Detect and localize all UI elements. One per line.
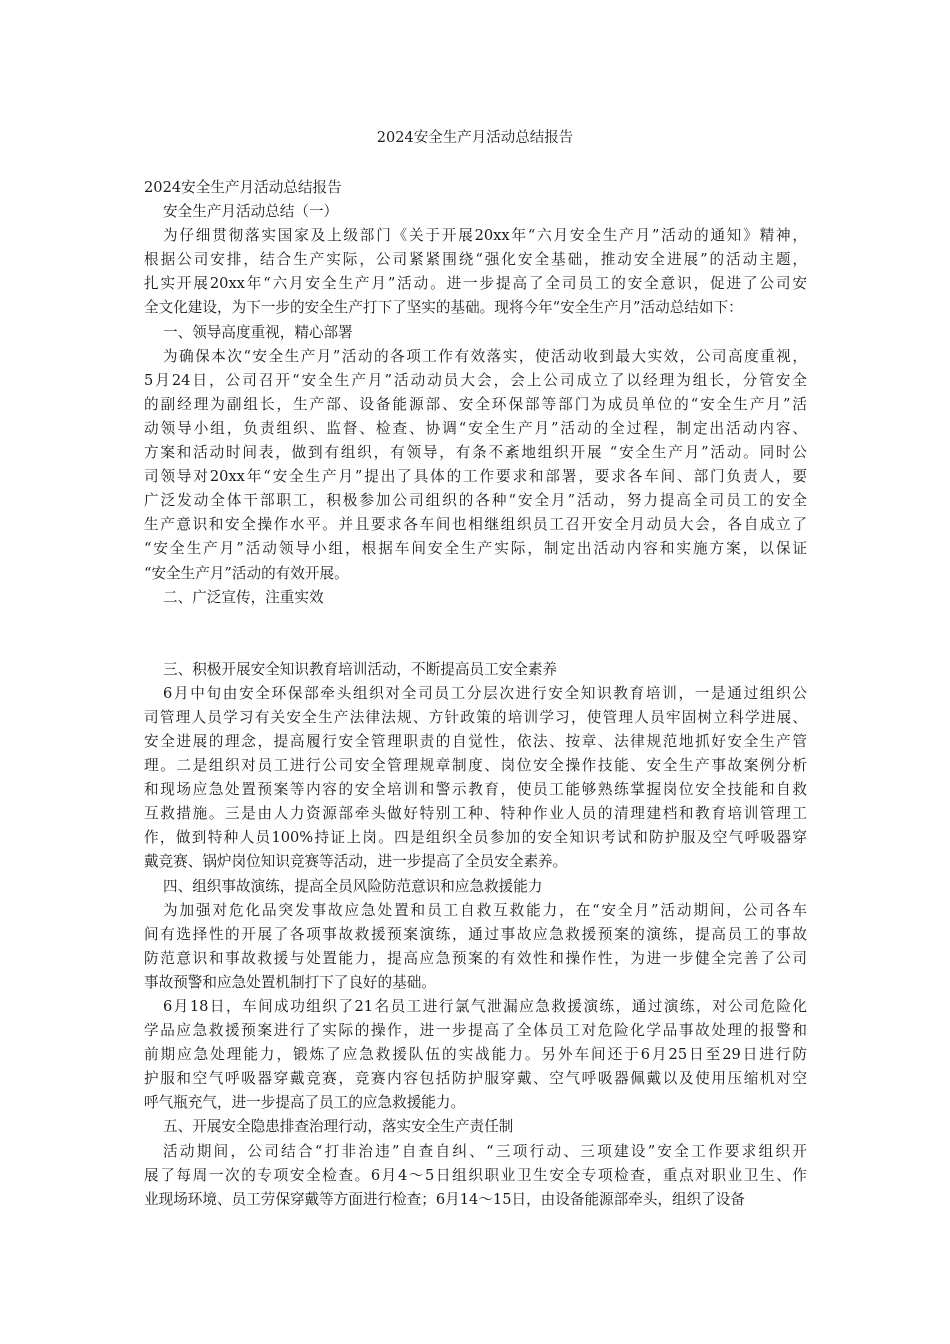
text-line: 四、组织事故演练，提高全员风险防范意识和应急救援能力: [163, 877, 543, 895]
text-line: 展了每周一次的专项安全检查。6月4～5日组织职业卫生安全专项检查，重点对职业卫生、作: [144, 1166, 807, 1184]
text-line: 间有选择性的开展了各项事故救援预案演练，通过事故应急救援预案的演练，提高员工的事故: [144, 925, 807, 943]
text-line: 司领导对20xx年“安全生产月”提出了具体的工作要求和部署，要求各车间、部门负责人，要: [144, 468, 807, 486]
text-line: 安全进展的理念，提高履行安全管理职责的自觉性，依法、按章、法律规范地抓好安全生产管: [144, 732, 807, 750]
text-line: 戴竞赛、锅炉岗位知识竞赛等活动，进一步提高了全员安全素养。: [144, 853, 568, 871]
text-line: 5月24日，公司召开“安全生产月”活动动员大会，会上公司成立了以经理为组长，分管安全: [144, 371, 807, 389]
text-line: 一、领导高度重视，精心部署: [163, 323, 353, 341]
paragraph: [144, 682, 807, 875]
text-line: 防范意识和事故救援与处置能力，提高应急预案的有效性和操作性，为进一步健全完善了公司: [144, 949, 807, 967]
text-line: 三、积极开展安全知识教育培训活动，不断提高员工安全素养: [163, 660, 558, 678]
text-line: 6月中旬由安全环保部牵头组织对全司员工分层次进行安全知识教育培训，一是通过组织公: [163, 684, 807, 702]
text-line: 安全生产月活动总结（一）: [163, 203, 339, 221]
text-line: 司管理人员学习有关安全生产法律法规、方针政策的培训学习，使管理人员牢固树立科学进展、: [144, 708, 807, 726]
paragraph: [144, 176, 807, 200]
paragraph: [144, 321, 807, 345]
paragraph: [144, 586, 807, 610]
paragraph: [144, 1140, 807, 1212]
text-line: 扎实开展20xx年“六月安全生产月”活动。进一步提高了全司员工的安全意识，促进了公司安: [144, 275, 807, 293]
text-line: 理。二是组织对员工进行公司安全管理规章制度、岗位安全操作技能、安全生产事故案例分析: [144, 757, 807, 775]
text-line: 为仔细贯彻落实国家及上级部门《关于开展20xx年“六月安全生产月”活动的通知》精神，: [163, 227, 807, 245]
paragraph: [144, 200, 807, 224]
paragraph: [144, 224, 807, 320]
paragraph: [144, 345, 807, 586]
text-line: 和现场应急处置预案等内容的安全培训和警示教育，使员工能够熟练掌握岗位安全技能和自救: [144, 781, 807, 799]
paragraph: [144, 875, 807, 899]
text-line: 广泛发动全体干部职工，积极参加公司组织的各种“安全月”活动，努力提高全司员工的安全: [144, 492, 807, 510]
text-line: 为确保本次“安全生产月”活动的各项工作有效落实，使活动收到最大实效，公司高度重视，: [163, 347, 807, 365]
text-line: 6月18日，车间成功组织了21名员工进行氯气泄漏应急救援演练，通过演练，对公司危险化: [163, 998, 807, 1015]
text-line: 五、开展安全隐患排查治理行动，落实安全生产责任制: [163, 1118, 514, 1136]
text-line: 互救措施。三是由人力资源部牵头做好特别工种、特种作业人员的清理建档和教育培训管理工: [144, 805, 807, 823]
text-line: 前期应急处理能力，锻炼了应急救援队伍的实战能力。另外车间还于6月25日至29日进行防: [144, 1046, 807, 1064]
document-body: [144, 176, 807, 1212]
text-line: 业现场环境、员工劳保穿戴等方面进行检查；6月14～15日，由设备能源部牵头，组织了设备: [144, 1190, 745, 1208]
text-line: 为加强对危化品突发事故应急处置和员工自救互救能力，在“安全月”活动期间，公司各车: [163, 901, 807, 919]
text-line: 学品应急救援预案进行了实际的操作，进一步提高了全体员工对危险化学品事故处理的报警和: [144, 1022, 807, 1040]
text-line: “安全生产月”活动领导小组，根据车间安全生产实际，制定出活动内容和实施方案，以保证: [144, 540, 807, 558]
paragraph: [144, 899, 807, 995]
text-line: 方案和活动时间表，做到有组织，有领导，有条不紊地组织开展 “安全生产月”活动。同时公: [144, 444, 807, 462]
paragraph-gap: [144, 610, 807, 658]
text-line: 的副经理为副组长，生产部、设备能源部、安全环保部等部门为成员单位的“安全生产月”活: [144, 395, 807, 413]
text-line: 作，做到特种人员100%持证上岗。四是组织全员参加的安全知识考试和防护服及空气呼吸器穿: [144, 829, 807, 847]
paragraph: [144, 995, 807, 1115]
text-line: 2024安全生产月活动总结报告: [144, 179, 342, 196]
text-line: 护服和空气呼吸器穿戴竞赛，竞赛内容包括防护服穿戴、空气呼吸器佩戴以及使用压缩机对空: [144, 1070, 807, 1088]
paragraph: [144, 1115, 807, 1139]
text-line: 动领导小组，负责组织、监督、检查、协调“安全生产月”活动的全过程，制定出活动内容、: [144, 419, 807, 437]
text-line: “安全生产月”活动的有效开展。: [144, 564, 349, 582]
text-line: 全文化建设，为下一步的安全生产打下了坚实的基础。现将今年“安全生产月”活动总结如下：: [144, 299, 743, 317]
text-line: 生产意识和安全操作水平。并且要求各车间也相继组织员工召开安全月动员大会，各自成立了: [144, 516, 807, 534]
paragraph: [144, 658, 807, 682]
text-line: 呼气瓶充气，进一步提高了员工的应急救援能力。: [144, 1094, 466, 1112]
text-line: 事故预警和应急处置机制打下了良好的基础。: [144, 973, 436, 991]
text-line: 二、广泛宣传，注重实效: [163, 588, 324, 606]
text-line: 根据公司安排，结合生产实际，公司紧紧围绕“强化安全基础，推动安全进展”的活动主题，: [144, 251, 807, 269]
text-line: 活动期间，公司结合“打非治违”自查自纠、“三项行动、三项建设”安全工作要求组织开: [163, 1142, 807, 1160]
document-title: 2024安全生产月活动总结报告: [376, 130, 574, 146]
